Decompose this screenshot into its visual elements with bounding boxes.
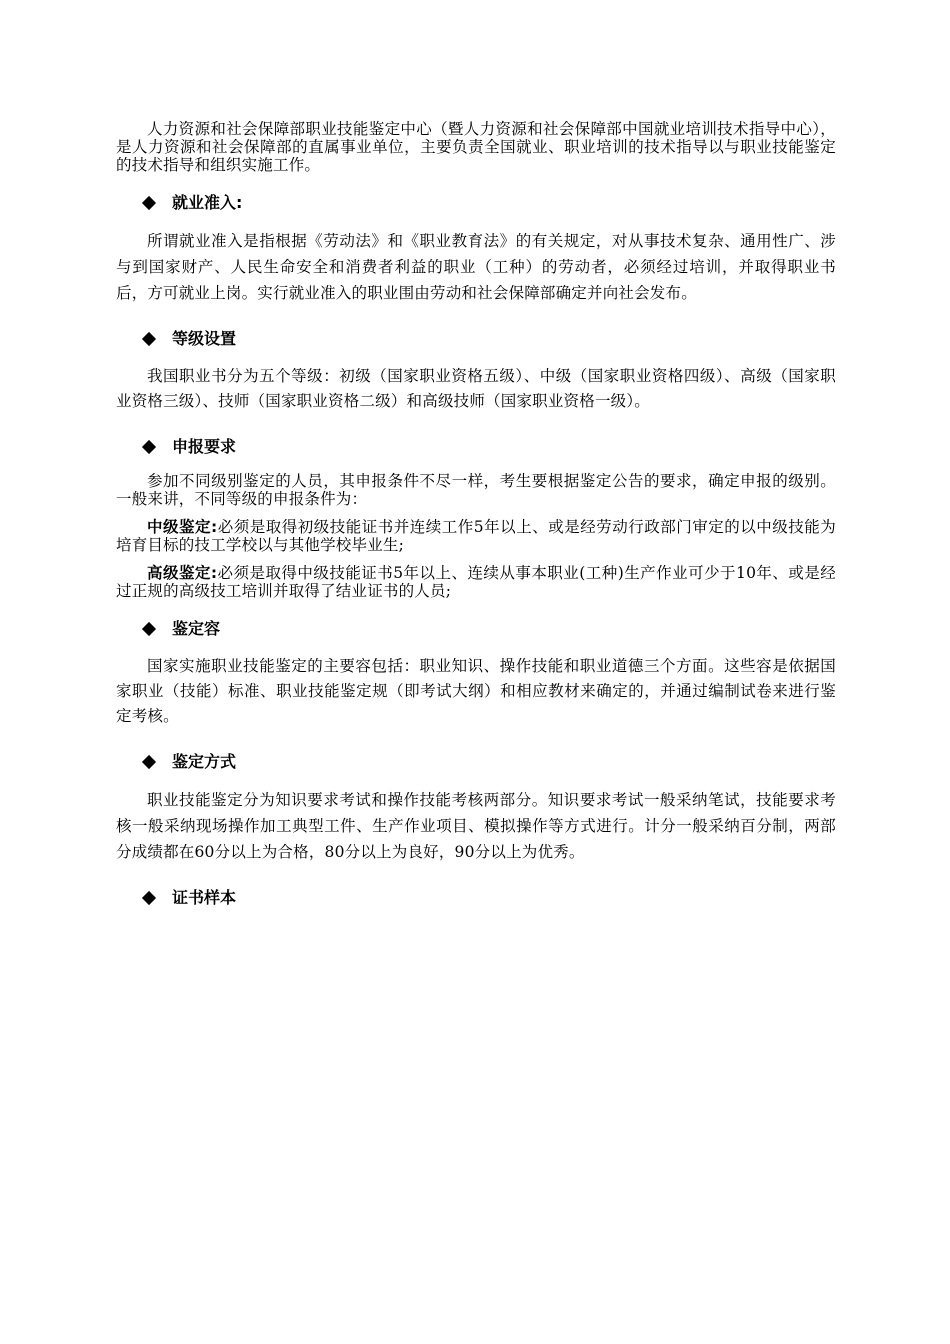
intermediate-label: 中级鉴定: — [147, 518, 218, 536]
diamond-bullet-icon — [142, 891, 156, 905]
advanced-label: 高级鉴定: — [147, 564, 218, 582]
document-page — [116, 120, 836, 909]
diamond-bullet-icon — [142, 755, 156, 769]
intermediate-text: 必须是取得初级技能证书并连续工作5年以上、或是经劳动行政部门审定的以中级技能为培育目标的技工学校以与其他学校毕业生; — [116, 518, 836, 554]
heading-sample-text: 证书样本 — [172, 888, 237, 907]
intermediate-requirement — [116, 518, 836, 554]
advanced-requirement — [116, 564, 836, 600]
heading-levels-text: 等级设置 — [172, 329, 237, 348]
employment-access-paragraph: 所谓就业准入是指根据《劳动法》和《职业教育法》的有关规定，对从事技术复杂、通用性广、涉与到国家财产、人民生命安全和消费者利益的职业（工种）的劳动者，必须经过培训，并取得职业书后，方可就业上岗。实行就业准入的职业围由劳动和社会保障部确定并向社会发布。 — [116, 232, 836, 302]
diamond-bullet-icon — [142, 622, 156, 636]
intro-paragraph: 人力资源和社会保障部职业技能鉴定中心（暨人力资源和社会保障部中国就业培训技术指导中心），是人力资源和社会保障部的直属事业单位，主要负责全国就业、职业培训的技术指导以与职业技能鉴定的技术指导和组织实施工作。 — [116, 120, 836, 174]
heading-employment-access-text: 就业准入: — [172, 193, 243, 212]
requirements-paragraph: 参加不同级别鉴定的人员，其申报条件不尽一样，考生要根据鉴定公告的要求，确定申报的级别。一般来讲，不同等级的申报条件为： — [116, 472, 836, 508]
diamond-bullet-icon — [142, 196, 156, 210]
heading-methods-text: 鉴定方式 — [172, 752, 237, 771]
content-paragraph: 国家实施职业技能鉴定的主要容包括：职业知识、操作技能和职业道德三个方面。这些容是依据国家职业（技能）标准、职业技能鉴定规（即考试大纲）和相应教材来确定的，并通过编制试卷来进行鉴定考核。 — [116, 657, 836, 725]
methods-paragraph: 职业技能鉴定分为知识要求考试和操作技能考核两部分。知识要求考试一般采纳笔试，技能要求考核一般采纳现场操作加工典型工件、生产作业项目、模拟操作等方式进行。计分一般采纳百分制，两部分成绩都在60分以上为合格，80分以上为良好，90分以上为优秀。 — [116, 791, 836, 861]
heading-employment-access — [116, 192, 836, 214]
advanced-text: 必须是取得中级技能证书5年以上、连续从事本职业(工种)生产作业可少于10年、或是经过正规的高级技工培训并取得了结业证书的人员; — [116, 564, 836, 600]
heading-methods — [116, 751, 836, 773]
heading-content-text: 鉴定容 — [172, 619, 221, 638]
heading-content — [116, 618, 836, 640]
diamond-bullet-icon — [142, 332, 156, 346]
heading-sample — [116, 887, 836, 909]
heading-requirements — [116, 436, 836, 458]
diamond-bullet-icon — [142, 440, 156, 454]
heading-requirements-text: 申报要求 — [172, 437, 237, 456]
levels-paragraph: 我国职业书分为五个等级：初级（国家职业资格五级）、中级（国家职业资格四级）、高级（国家职业资格三级）、技师（国家职业资格二级）和高级技师（国家职业资格一级）。 — [116, 367, 836, 410]
heading-levels — [116, 328, 836, 350]
